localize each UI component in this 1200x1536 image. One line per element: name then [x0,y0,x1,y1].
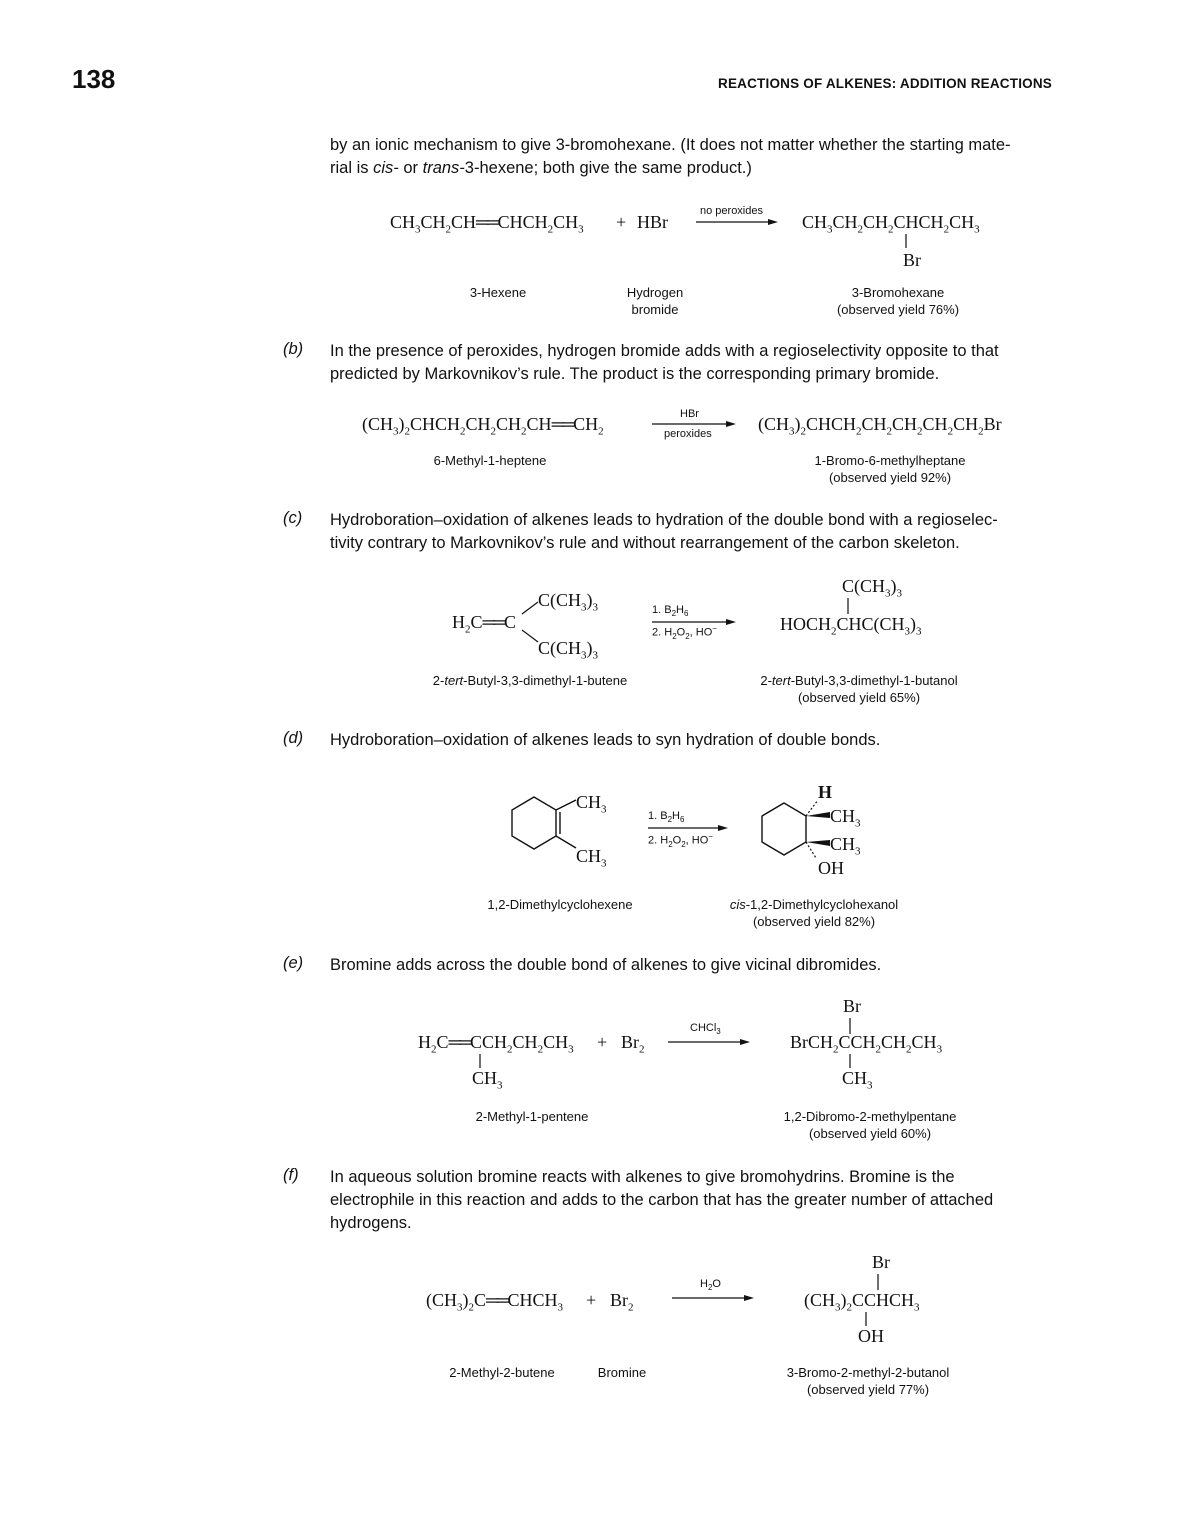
partF-arrow-label: $H_2O$ [700,1278,721,1293]
eqA-product: $CH_3CH_2CH_2CHCH_2CH_3$ [802,212,980,236]
partE-text: Bromine adds across the double bond of alkenes to give vicinal dibromides. [330,956,882,974]
eqA-reactant: $CH_3CH_2CH══CHCH_2CH_3$ [390,212,584,236]
partF-label: (f) [283,1166,299,1184]
partD-product-me2: $CH_3$ [830,834,861,858]
partF-caption-reagent: Bromine [597,1365,647,1380]
partD-product-me1: $CH_3$ [830,806,861,830]
partD-product-oh: OH [818,858,844,878]
partC-product-top: $C(CH_3)_3$ [842,576,903,600]
partC-reactant-left: $H_2C══C$ [452,612,517,636]
eqA-plus: + [616,212,627,232]
partC-reactant-bottom: $C(CH_3)_3$ [538,638,599,662]
partE-plus: + [597,1032,608,1052]
partC-step1: 1. $B_2H_6$ [652,604,689,619]
partD-product-h: H [818,782,833,802]
partB-label: (b) [283,340,304,358]
partB-arrow-bottom: peroxides [664,428,712,440]
partF-reagent: $Br_2$ [610,1290,634,1314]
intro-line-1: by an ionic mechanism to give 3-bromohexane. (It does not matter whether the starting mate- [330,136,1011,154]
partF-plus: + [586,1290,597,1310]
partD-reactant-me2: $CH_3$ [576,846,607,870]
partF-caption-reactant: 2-Methyl-2-butene [449,1365,555,1380]
partF-product: $(CH_3)_2CCHCH_3$ [804,1290,920,1314]
partE-label: (e) [283,954,304,972]
partE-product-br: Br [843,996,861,1016]
partB-caption-reactant: 6-Methyl-1-heptene [433,453,547,468]
partC-reactant-top: $C(CH_3)_3$ [538,590,599,614]
partC-step2: 2. $H_2O_2$, HO− [652,624,717,641]
partE-reactant-me: $CH_3$ [472,1068,503,1092]
partB-arrow-top: HBr [680,408,699,420]
partC-label: (c) [283,509,303,527]
partB-product: $(CH_3)_2CHCH_2CH_2CH_2CH_2CH_2Br$ [758,414,1002,438]
intro-line-2: rial is cis- or trans-3-hexene; both give the same product.) [330,159,752,177]
partE-product-me: $CH_3$ [842,1068,873,1092]
partD-reactant-me1: $CH_3$ [576,792,607,816]
partF-reactant: $(CH_3)_2C══CHCH_3$ [426,1290,564,1314]
partF-product-br: Br [872,1252,890,1272]
partD-step2: 2. $H_2O_2$, HO− [648,832,713,849]
partB-caption-product: 1-Bromo-6-methylheptane (observed yield 92%) [814,453,966,485]
partE-reagent: $Br_2$ [621,1032,645,1056]
partD-label: (d) [283,729,304,747]
partE-caption-reactant: 2-Methyl-1-pentene [475,1109,589,1124]
partD-caption-reactant: 1,2-Dimethylcyclohexene [487,897,633,912]
partF-product-oh: OH [858,1326,884,1346]
eqA-arrow-label: no peroxides [700,205,763,217]
eqA-caption-reactant: 3-Hexene [469,285,527,300]
partD-step1: 1. $B_2H_6$ [648,810,685,825]
partE-caption-product: 1,2-Dibromo-2-methylpentane (observed yield 60%) [783,1109,957,1141]
partB-reactant: $(CH_3)_2CHCH_2CH_2CH_2CH══CH_2$ [362,414,604,438]
page-number: 138 [72,64,116,94]
partC-product: $HOCH_2CHC(CH_3)_3$ [780,614,922,638]
running-head: REACTIONS OF ALKENES: ADDITION REACTIONS [718,76,1053,91]
partC-text: Hydroboration–oxidation of alkenes leads to hydration of the double bond with a regioselec- tivity contrary to Markovnikov’s rule and without rearrangement of the carbon skeleton. [330,511,998,552]
eqA-reagent: HBr [637,212,668,232]
partC-caption-product: 2-tert-Butyl-3,3-dimethyl-1-butanol (observed yield 65%) [760,673,958,705]
eqA-caption-reagent: Hydrogen bromide [626,285,684,317]
eqA-caption-product: 3-Bromohexane (observed yield 76%) [836,285,960,317]
partB-text: In the presence of peroxides, hydrogen bromide adds with a regioselectivity opposite to that predicted by Markovnikov’s rule. The product is the corresponding primary bromide. [330,342,999,383]
partD-caption-product: cis-1,2-Dimethylcyclohexanol (observed yield 82%) [729,897,899,929]
partE-product: $BrCH_2CCH_2CH_2CH_3$ [790,1032,943,1056]
partE-arrow-label: CHCl$_3$ [690,1022,721,1037]
partC-caption-reactant: 2-tert-Butyl-3,3-dimethyl-1-butene [432,673,628,688]
partE-reactant: $H_2C══CCH_2CH_2CH_3$ [418,1032,574,1056]
eqA-product-br: Br [903,250,921,270]
partD-text: Hydroboration–oxidation of alkenes leads to syn hydration of double bonds. [330,731,881,749]
partF-caption-product: 3-Bromo-2-methyl-2-butanol (observed yield 77%) [786,1365,950,1397]
partF-text: In aqueous solution bromine reacts with alkenes to give bromohydrins. Bromine is the electrophile in this reaction and adds to the carbon that has the greater number of attached hydrogens. [330,1168,994,1232]
